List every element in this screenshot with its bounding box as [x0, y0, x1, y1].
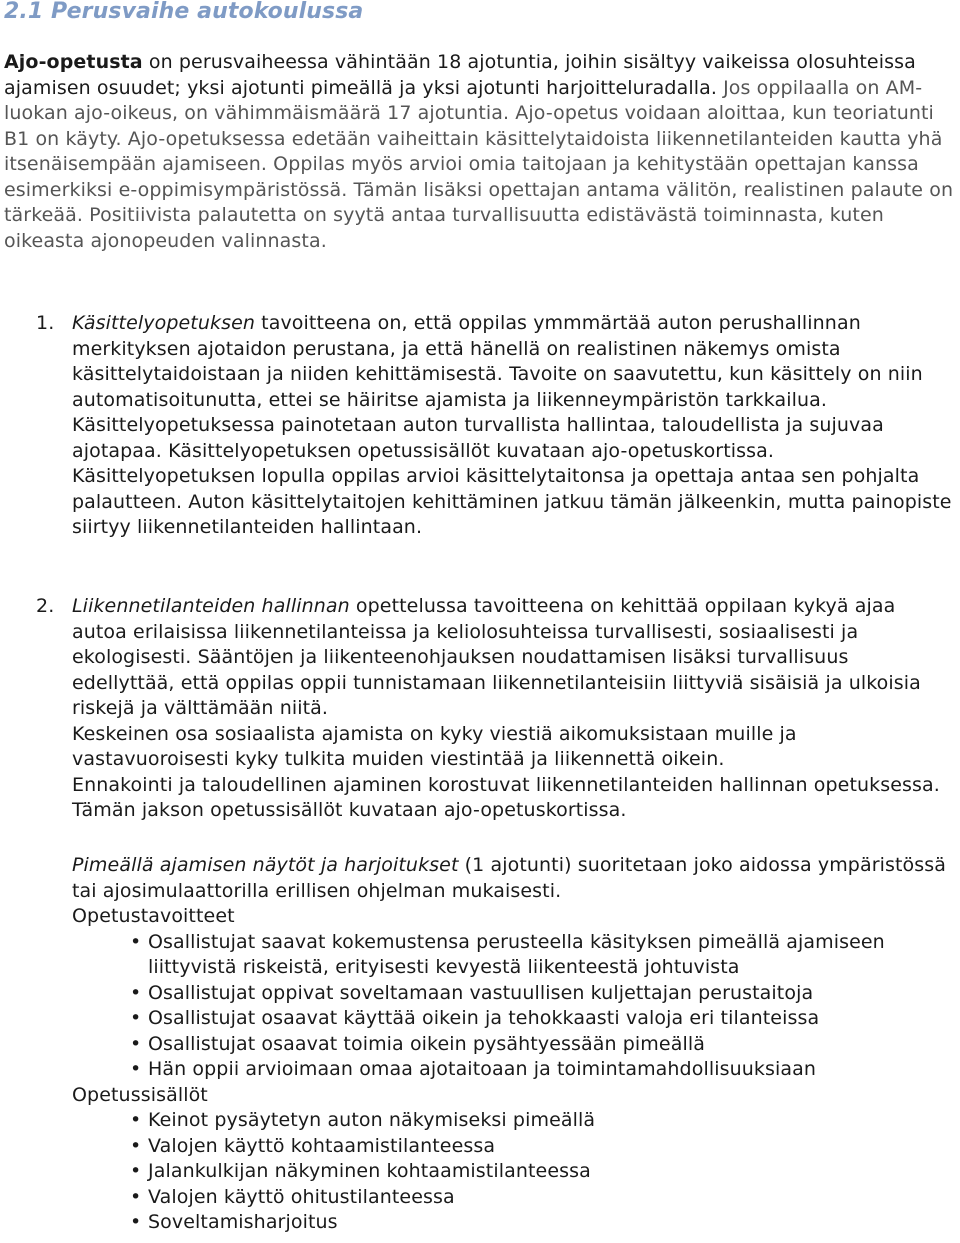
list-item: • Valojen käyttö kohtaamistilanteessa	[72, 1134, 956, 1160]
intro-sentence-5: Tämän lisäksi opettajan antama välitön, realistinen palaute on tärkeää.	[4, 178, 954, 226]
item-text: opettelussa tavoitteena on kehittää oppilaan kykyä ajaa autoa erilaisissa liikennetilanteissa ja keliolosuhteissa turvallisesti, sosiaalisesti ja ekologisesti. Sääntöjen ja liikenteenohjauksen noudattamisen lisäksi turvallisuus edellyttää, että oppilas oppii tunnistamaan liikennetilanteisiin liittyviä sisäisiä ja ulkoisia riskejä ja välttämään niitä.	[72, 595, 921, 719]
intro-sentence-6: Positiivista palautetta on syytä antaa turvallisuutta edistävästä toiminnasta, kuten oikeasta ajonopeuden valinnasta.	[4, 204, 884, 252]
intro-sentence-3: Ajo-opetuksessa edetään vaiheittain käsittelytaidoista liikennetilanteiden kautta yhä itsenäisempään ajamiseen.	[4, 127, 943, 175]
intro-sentence-4: Oppilas myös arvioi omia taitojaan ja kehitystään opettajan kanssa esimerkiksi e-oppimisympäristössä.	[4, 153, 919, 201]
item-text: tavoitteena on, että oppilas ymmmärtää auton perushallinnan merkityksen ajotaidon perustana, ja että hänellä on realistinen näkemys omista käsittelytaidoistaan ja niiden kehittämisestä. Tavoite on saavutettu, kun käsittely on niin automatisoitunutta, ettei se häiritse ajamista ja liikenneympäristön tarkkailua.	[72, 312, 923, 411]
list-item: • Soveltamisharjoitus	[72, 1210, 956, 1236]
list-item: • Osallistujat saavat kokemustensa perusteella käsityksen pimeällä ajamiseen liittyvistä riskeistä, erityisesti kevyestä liikenteestä johtuvista	[130, 930, 885, 978]
item-paragraph	[72, 594, 956, 722]
item-number: 2.	[36, 595, 55, 617]
night-intro	[72, 853, 956, 904]
goals-title: Opetustavoitteet	[72, 905, 235, 927]
item-term: Käsittelyopetuksen	[72, 312, 256, 334]
list-item: • Jalankulkijan näkyminen kohtaamistilanteessa	[72, 1159, 956, 1185]
intro-text: on perusvaiheessa vähintään 18 ajotuntia, joihin sisältyy vaikeissa olosuhteissa ajamisen osuudet; yksi ajotunti pimeällä ja yksi ajotunti harjoitteluradalla.	[4, 51, 916, 99]
night-term: Pimeällä ajamisen näytöt ja harjoitukset	[72, 854, 459, 876]
bullet-icon: •	[130, 1032, 142, 1055]
list-item: • Osallistujat osaavat toimia oikein pysähtyessään pimeällä	[72, 1032, 956, 1058]
item-paragraph: Käsittelyopetuksessa painotetaan auton turvallista hallintaa, taloudellista ja sujuvaa ajotapaa. Käsittelyopetuksen opetussisällöt kuvataan ajo-opetuskortissa.	[72, 414, 884, 462]
numbered-item-2	[4, 594, 956, 824]
bullet-icon: •	[130, 981, 142, 1004]
item-paragraph: Käsittelyopetuksen lopulla oppilas arvioi käsittelytaitonsa ja opettaja antaa sen pohjalta palautteen. Auton käsittelytaitojen kehittäminen jatkuu tämän jälkeenkin, mutta painopiste siirtyy liikennetilanteiden hallintaan.	[72, 465, 952, 538]
bullet-icon: •	[130, 930, 142, 953]
item-term: Liikennetilanteiden hallinnan	[72, 595, 350, 617]
intro-paragraph	[4, 50, 954, 254]
list-item: • Osallistujat osaavat käyttää oikein ja tehokkaasti valoja eri tilanteissa	[72, 1006, 956, 1032]
content-list	[72, 1108, 956, 1236]
item-paragraph	[72, 311, 956, 413]
list-item: • Hän oppii arvioimaan omaa ajotaitoaan ja toimintamahdollisuuksiaan	[72, 1057, 956, 1083]
item-paragraph: Ennakointi ja taloudellinen ajaminen korostuvat liikennetilanteiden hallinnan opetuksessa. Tämän jakson opetussisällöt kuvataan ajo-opetuskortissa.	[72, 773, 940, 821]
item-body	[72, 311, 956, 541]
intro-lead: Ajo-opetusta	[4, 51, 143, 73]
bullet-icon: •	[130, 1185, 142, 1208]
bullet-icon: •	[130, 1058, 142, 1080]
bullet-icon: •	[130, 1109, 142, 1131]
list-item: • Keinot pysäytetyn auton näkymiseksi pimeällä	[72, 1108, 956, 1134]
goals-list	[72, 930, 956, 1083]
night-driving-section	[72, 853, 956, 1236]
content-title: Opetussisällöt	[72, 1083, 208, 1106]
intro-sentence-2: Jos oppilaalla on AM-luokan ajo-oikeus, on vähimmäismäärä 17 ajotuntia. Ajo-opetus voidaan aloittaa, kun teoriatunti B1 on käyty.	[4, 76, 934, 150]
bullet-icon: •	[130, 1160, 142, 1182]
list-item: • Osallistujat oppivat soveltamaan vastuullisen kuljettajan perustaitoja	[72, 981, 956, 1007]
numbered-item-1	[4, 311, 956, 541]
bullet-icon: •	[130, 1134, 142, 1157]
night-text: (1 ajotunti) suoritetaan joko aidossa ympäristössä tai ajosimulaattorilla erillisen ohjelman mukaisesti.	[72, 854, 947, 902]
item-body	[72, 594, 956, 824]
item-number: 1.	[36, 312, 55, 334]
bullet-icon: •	[130, 1211, 142, 1233]
bullet-icon: •	[130, 1007, 142, 1029]
list-item: • Valojen käyttö ohitustilanteessa	[72, 1185, 956, 1211]
section-heading: 2.1 Perusvaihe autokoulussa	[4, 0, 364, 24]
item-paragraph: Keskeinen osa sosiaalista ajamista on kyky viestiä aikomuksistaan muille ja vastavuoroisesti kyky tulkita muiden viestintää ja liikennettä oikein.	[72, 722, 797, 770]
